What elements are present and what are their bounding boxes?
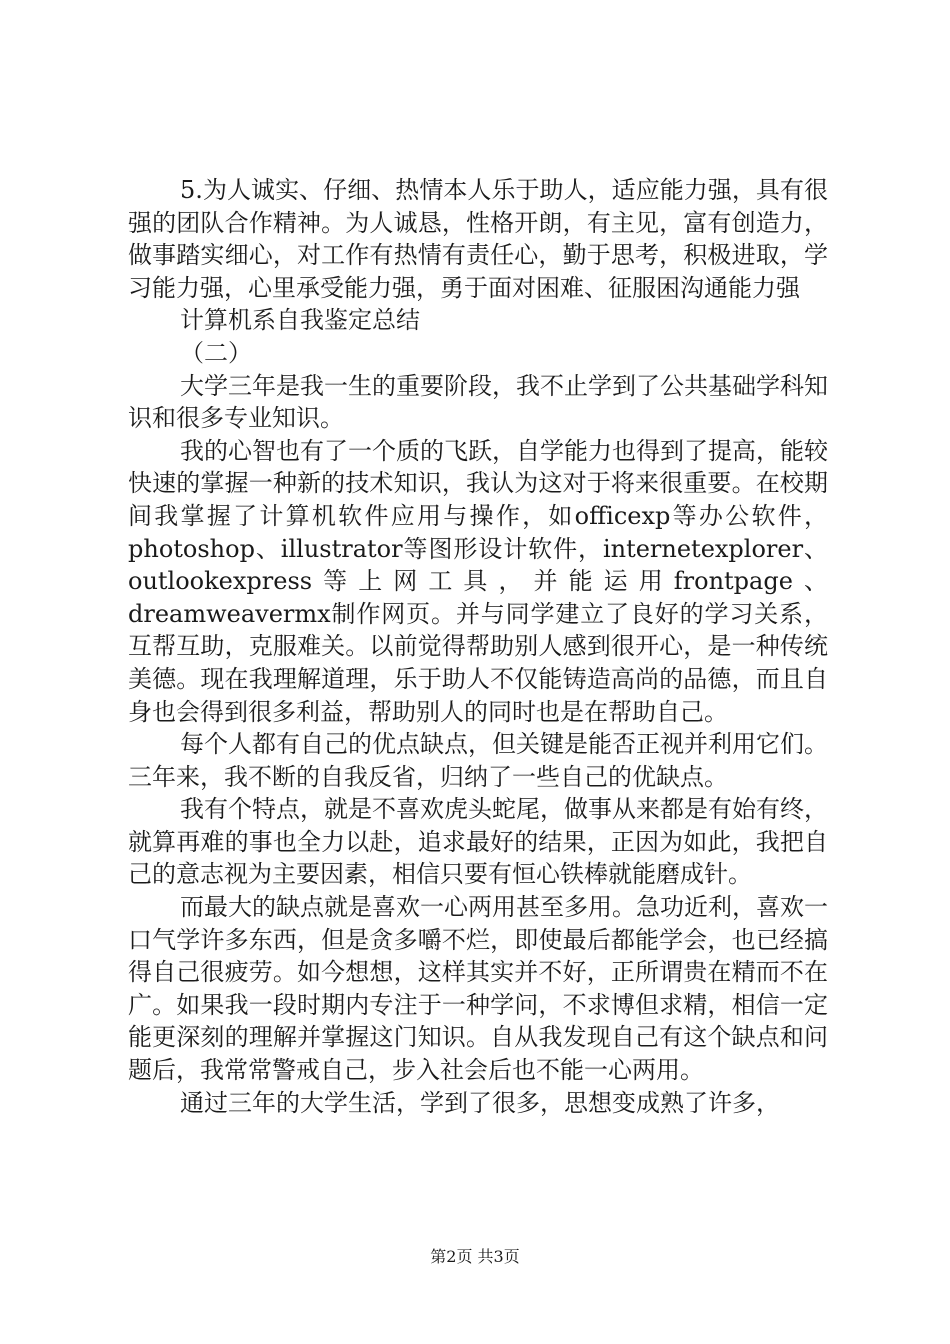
document-body [128, 174, 828, 1119]
paragraph-weakness: 而最大的缺点就是喜欢一心两用甚至多用。急功近利，喜欢一口气学许多东西，但是贪多嚼不烂，即使最后都能学会，也已经搞得自己很疲劳。如今想想，这样其实并不好，正所谓贵在精而不在广。如果我一段时期内专注于一种学问，不求博但求精，相信一定能更深刻的理解并掌握这门知识。自从我发现自己有这个缺点和问题后，我常常警戒自己，步入社会后也不能一心两用。 [128, 893, 828, 1085]
section-number: （二） [180, 338, 252, 367]
page-footer [0, 1244, 950, 1267]
paragraph-self-reflection: 每个人都有自己的优点缺点，但关键是能否正视并利用它们。三年来，我不断的自我反省，归纳了一些自己的优缺点。 [128, 730, 828, 791]
paragraph-skills: 我的心智也有了一个质的飞跃，自学能力也得到了提高，能较快速的掌握一种新的技术知识，我认为这对于将来很重要。在校期间我掌握了计算机软件应用与操作，如officexp等办公软件，photoshop、illustrator等图形设计软件，internetexplorer、outlookexpress等上网工具，并能运用frontpage、dreamweavermx制作网页。并与同学建立了良好的学习关系，互帮互助，克服难关。以前觉得帮助别人感到很开心，是一种传统美德。现在我理解道理，乐于助人不仅能铸造高尚的品德，而且自身也会得到很多利益，帮助别人的同时也是在帮助自己。 [128, 436, 828, 726]
paragraph-advantage: 我有个特点，就是不喜欢虎头蛇尾，做事从来都是有始有终，就算再难的事也全力以赴，追求最好的结果，正因为如此，我把自己的意志视为主要因素，相信只要有恒心铁棒就能磨成针。 [128, 795, 828, 889]
page-number: 第2页 共3页 [430, 1247, 520, 1266]
paragraph-conclusion: 通过三年的大学生活，学到了很多，思想变成熟了许多， [180, 1088, 780, 1117]
paragraph-strengths: 5.为人诚实、仔细、热情本人乐于助人，适应能力强，具有很强的团队合作精神。为人诚恳，性格开朗，有主见，富有创造力，做事踏实细心，对工作有热情有责任心，勤于思考，积极进取，学习能力强，心里承受能力强，勇于面对困难、征服困沟通能力强 [128, 176, 828, 302]
section-title: 计算机系自我鉴定总结 [180, 306, 420, 335]
paragraph-intro: 大学三年是我一生的重要阶段，我不止学到了公共基础学科知识和很多专业知识。 [128, 371, 828, 433]
